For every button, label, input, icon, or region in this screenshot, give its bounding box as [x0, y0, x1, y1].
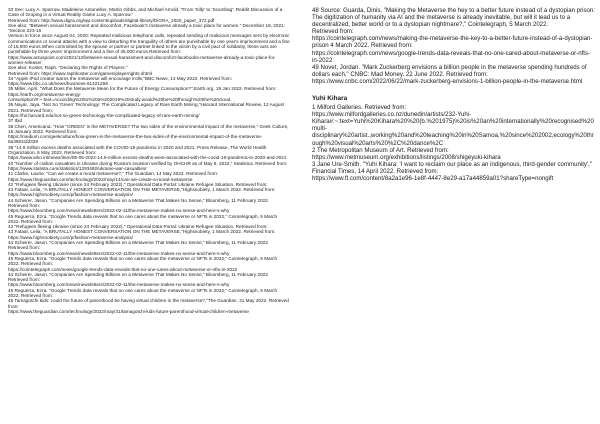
reference-link: https://cointelegraph.com/news/google-trends-data-reveals-that-no-one-cares-about-metaverse-or-nfts-in-2022 [8, 266, 238, 272]
reference-line: Version in force since August 04, 2020: Repeated malicious telephone calls, repeated sending of malicious messages sent by electronic communications or sound attacks with a view to disturbing the tranquility of others are punishable by one year's imprisonment and a fine of 15,000 euros.When committed by the spouse or partner or partner linked to the victim by a civil pact of solidarity, these acts are punishable by three years' imprisonment and a fine of 45,000 euros.Retrieved from: [8, 33, 290, 55]
reference-line: 45 Reguerra, Ezra. "Google Trends data reveals that no one cares about the metaverse or NFTs in 2022," Cointelegraph, 9 March 2022. Retrieved from: [8, 255, 278, 267]
reference-line: 44 Scheirer, Jason. "Companies Are Spending Billions on a Metaverse That Makes No Sense," Bloomberg, 11 February 2022. Retrieved from: [8, 271, 270, 283]
reference-link: https://www.metmuseum.org/exhibitions/listings/2008/shigeyuki-kihara [312, 153, 501, 161]
reference-line: Retrieved from: [312, 28, 354, 36]
reference-line: 34 "Apple iPod creator warns the metaverse will encourage trolls,"BBC News, 13 May 2022. Retrieved from: https://www.bbc.co.uk/news/business-61421268 [8, 75, 233, 87]
left-reference-column [8, 7, 290, 314]
reference-line: 1 Milford Galleries. Retrieved from: [312, 104, 407, 112]
reference-link: https://www.bloomberg.com/news/newsletters/2022-02-11/the-metaverse-makes-no-sense-and-here-s-why [8, 282, 230, 288]
reference-link: https://www.milfordgalleries.co.nz/dunedin/artists/232-Yuhi-Kihara#:~:text=Yuhi%20Kihara%20%20(b.%201975)%20is%20an%20internationally%20recognised%20multi-disciplinary%20artist.,working%20and%20teaching%20in%20Samoa,%20since%202002,ecology%20through%20visual%20arts%20%2C%20dance%2C [312, 111, 594, 147]
reference-line: Retrieved from: http://www.digra.org/wp-content/uploads/digital-library/DiGRA_2020_paper_372.pdf [8, 17, 215, 23]
reference-line: Retrieved from: https://www.raphkoster.com/games/playerrights.shtml [8, 70, 153, 76]
reference-line: 43 Fataar, Leila, "A BRUTALLY HONEST CONVERSATION ON THE METAVERSE,"Highsnobiety, 1 March 2022. Retrieved from: https://www.highsnobiety.com/p/fashion-metaverse-analysis/ [8, 187, 276, 198]
reference-link: https://www.theguardian.com/technology/2022/may/14/can-we-create-a-moral-metaverse [8, 176, 193, 182]
reference-link: https://cointelegraph.com/news/google-trends-data-reveals-that-no-one-cared-about-metaverse-or-nfts-in-2022 [312, 49, 591, 64]
reference-line: 49 Novet, Jordan. "Mark Zuckerberg envisions a billion people in the metaverse spending hundreds of dollars each," CNBC: Mad Money, 22 June 2022. Retrieved from: [312, 63, 587, 78]
reference-link: https://www.who.int/news/item/05-05-2022-14.9-million-excess-deaths-were-associated-with-the-covid-19-pandemic-in-2020-and-2021 [8, 155, 287, 161]
reference-link: https://www.cnbc.com/2022/06/22/mark-zuckerberg-envisions-1-billion-people-in-the-metaverse.html [312, 77, 583, 85]
reference-line: 36 Nayar, Jaya. "Not So 'Green' Technology: The Complicated Legacy of Rare Earth Mining,"Harvard International Review, 12 August 2021. Retrieved from: [8, 102, 285, 113]
reference-line: 2 The Metropolitan Museum of Art. Retrieved from: [312, 146, 449, 154]
reference-line: 42 "Refugees fleeing Ukraine (since 24 February 2022)," Operational Data Portal: Ukraine Refugee Situation. Retrieved from: [8, 181, 268, 187]
reference-line: 3 Jane Ure-Smith. "Yuhi Kihara: 'I want to reclaim our place as an indigenous, third-gender community'," Financial Times, 14 April 2022. Retrieved from: [312, 160, 592, 175]
reference-link: https://earth.org/metaverse-energy-consumption/#:~:text=According%20to%20a%202019%20study,would%20be%20through%20the%20cloud. [8, 91, 232, 103]
reference-line: 44 Scheirer, Jason. "Companies Are Spending Billions on a Metaverse That Makes No Sense," Bloomberg, 11 February 2022. Retrieved from: [8, 240, 270, 251]
reference-link: https://medium.com/geekculture/how-green-is-the-metaverse-the-two-sides-of-the-environmental-impact-of-the-metaverse-6a35931fd329 [8, 134, 263, 145]
reference-link: https://www.ft.com/content/8a2a1e96-1e8f-4447-8e29-a17a44859a01?shareType=nongift [312, 174, 554, 182]
reference-line: 44 Scheirer, Jason. "Companies Are Spending Billions on a Metaverse That Makes No Sense," Bloomberg, 11 February 2022. Retrieved from: [8, 197, 270, 208]
right-reference-column [312, 7, 596, 182]
reference-link: https://cointelegraph.com/news/making-the-metaverse-the-key-to-a-better-future-instead-of-a-dystopian-prison 4 March 2022. Retrieved from: [312, 35, 593, 50]
reference-line: 38 Chen, Americana. "How "GREEN" is the METAVERSE? The two sides of the environmental impact of the metaverse," Geek Culture, 15 January 2022. Retrieved from: [8, 123, 289, 134]
reference-link: https://hir.harvard.edu/not-so-green-technology-the-complicated-legacy-of-rare-earth-mining/ [8, 112, 200, 118]
reference-line: See also: Koster, Raph. "Declaring the Rights of Players." [8, 65, 128, 71]
reference-line: 33 See: Lucy A. Sparrow, Madeleine Antonellos, Martin Gibbs, and Michael Arnold. "From 'Silly' to 'Scumbag': Reddit Discussion of a Case of Groping in a Virtual Reality Game Lucy A. Sparrow." [8, 7, 283, 18]
reference-link: https://www.bloomberg.com/news/newsletters/2022-02-11/the-metaverse-makes-no-sense-and-here-s-why [8, 208, 230, 214]
reference-link: https://www.theguardian.com/technology/2022/may/31/tamagotchi-kids-future-parenthood-virtual-children-metaverse [8, 308, 250, 314]
reference-line: 45 Reguerra, Ezra. "Google Trends data reveals that no one cares about the metaverse or NFTs in 2022," Cointelegraph, 9 March 2022. Retrieved from: [8, 213, 278, 224]
reference-line: See also: "Between sexual harassment and discomfort, Facebook's metaverse already a toxic place for women." December 18, 2021: "Section 223-16 [8, 22, 286, 34]
reference-line: 48 Source: Guarda, Dinis. "Making the Metaverse the hey to a better future instead of a dystopian prison: The digitization of humanity via AI and the metaverse is already inevitable, but will it lead us to a decentralized, better world or to a dystopian nightmare?," Cointelegraph, 5 March 2022. [312, 7, 595, 29]
section-heading: Yuhi Kihara [312, 95, 348, 103]
reference-line: 40 "Number of civilian casualties in Ukraine during Russia's invasion verified by OHCHR as of May 9, 2022," Statistica. Retrieved from: https://www.statista.com/statistics/1293492/ukraine-war-casualties/ [8, 160, 288, 171]
reference-line: 41 Clarke, Laurie. "Can we create a moral metaverse?," The Guardian, 14 May 2022. Retrieved from: [8, 171, 219, 177]
reference-line: 42 "Refugees fleeing Ukraine (since 24 February 2022)," Operational Data Portal: Ukraine Refugee Situation. Retrieved from: [8, 224, 268, 230]
reference-link: https://www.actuspoint.com/2021/12/between-sexual-harassment-and-discomfort-facebooks-metaverse-already-a-toxic-place-for-women-release/ [8, 54, 276, 65]
reference-line: 39 "14.9 million excess deaths associated with the COVID-19 pandemic in 2020 and 2021, Press Release, The World Health Organization, 5 May 2022. Retrieved from: [8, 144, 267, 156]
reference-line: 35 Miller, April. "What Does the Metaverse Mean for the Future of Energy Consumption?",Earth.org, 19 Jan 2022. Retrieved from: [8, 86, 277, 92]
reference-line: 46 Tamagotchi kids: could the future of parenthood be having virtual children in the metaverse?,"The Guardian, 31 May 2022. Retrieved from: [8, 298, 289, 309]
reference-line: 43 Fataar, Leila, "A BRUTALLY HONEST CONVERSATION ON THE METAVERSE,"Highsnobiety, 1 March 2022. Retrieved from: https://www.highsnobiety.com/p/fashion-metaverse-analysis/ [8, 229, 276, 240]
reference-line: 45 Reguerra, Ezra. "Google Trends data reveals that no one cares about the metaverse or NFTs in 2022," Cointelegraph, 9 March 2022. Retrieved from: [8, 287, 278, 299]
reference-line: 37 Ibid [8, 118, 23, 124]
reference-link: https://www.bloomberg.com/news/newsletters/2022-02-11/the-metaverse-makes-no-sense-and-here-s-why [8, 250, 230, 256]
